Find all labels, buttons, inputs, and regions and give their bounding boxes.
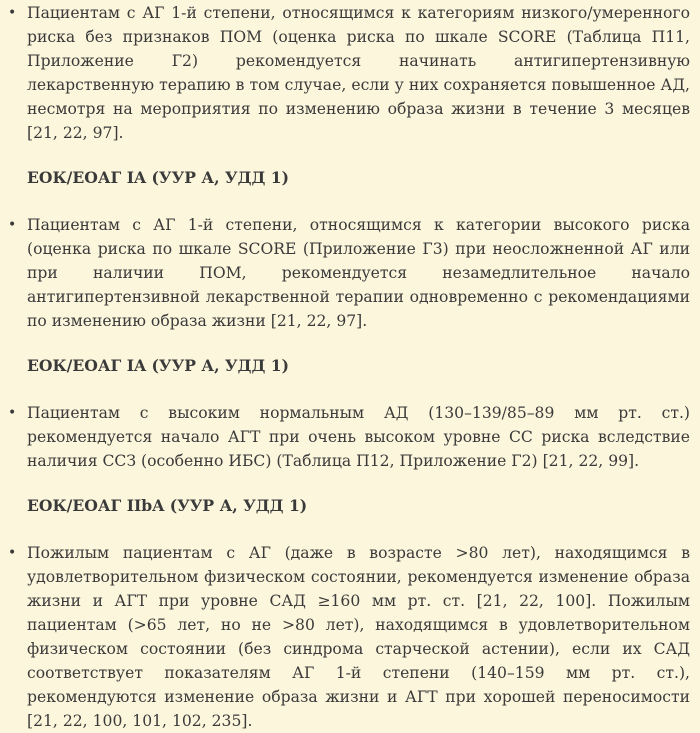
- evidence-grade: ЕОК/ЕОАГ IA (УУР А, УДД 1): [27, 168, 289, 187]
- recommendation-text: Пожилым пациентам с АГ (даже в возрасте >80 лет), находящимся в удовлетворительном физическом состоянии, рекомендуется изменение образа жизни и АГТ при уровне САД ≥160 мм рт. ст. [21, 22, 100]. Пожилым пациентам (>65 лет, но не >80 лет), находящимся в удовлетворительном физическом состоянии (без синдрома старческой астении), если их САД соответствует показателям АГ 1-й степени (140–159 мм рт. ст.), рекомендуются изменение образа жизни и АГТ при хорошей переносимости [21, 22, 100, 101, 102, 235].: [27, 544, 690, 730]
- recommendation-text: Пациентам с АГ 1-й степени, относящимся к категориям низкого/умеренного риска без признаков ПОМ (оценка риска по шкале SCORE (Таблица П11, Приложение Г2) рекомендуется начинать антигипертензивную лекарственную терапию в том случае, если у них сохраняется повышенное АД, несмотря на мероприятия по изменению образа жизни в течение 3 месяцев [21, 22, 97].: [27, 4, 690, 142]
- bullet-icon: •: [8, 545, 17, 561]
- evidence-grade: ЕОК/ЕОАГ IA (УУР А, УДД 1): [27, 356, 289, 375]
- recommendation-item: [8, 541, 690, 733]
- recommendation-item: [8, 1, 690, 145]
- recommendation-item: [8, 213, 690, 333]
- bullet-icon: •: [8, 217, 17, 233]
- bullet-icon: •: [8, 405, 17, 421]
- evidence-grade: ЕОК/ЕОАГ IIbA (УУР А, УДД 1): [27, 496, 308, 515]
- recommendation-item: [8, 401, 690, 473]
- recommendation-text: Пациентам с АГ 1-й степени, относящимся к категории высокого риска (оценка риска по шкале SCORE (Приложение Г3) при неосложненной АГ или при наличии ПОМ, рекомендуется незамедлительное начало антигипертензивной лекарственной терапии одновременно с рекомендациями по изменению образа жизни [21, 22, 97].: [27, 216, 690, 330]
- bullet-icon: •: [8, 5, 17, 21]
- recommendation-text: Пациентам с высоким нормальным АД (130–139/85–89 мм рт. ст.) рекомендуется начало АГТ при очень высоком уровне СС риска вследствие наличия ССЗ (особенно ИБС) (Таблица П12, Приложение Г2) [21, 22, 99].: [27, 404, 690, 470]
